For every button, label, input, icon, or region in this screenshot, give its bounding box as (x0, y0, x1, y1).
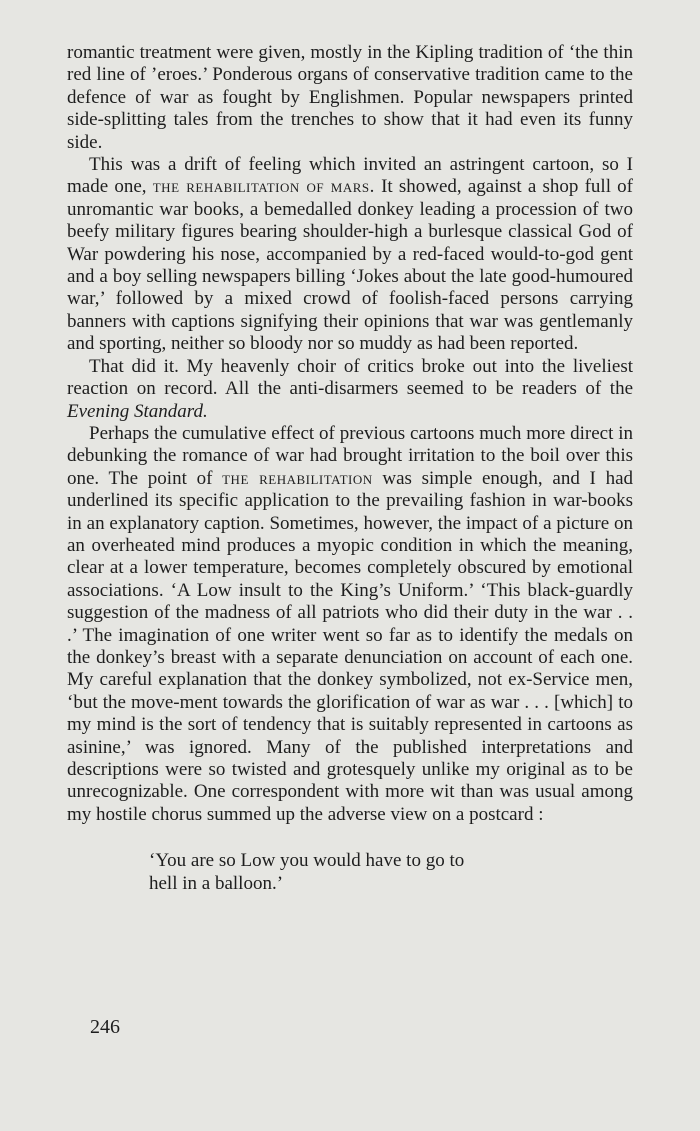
paragraph-3 (67, 356, 633, 423)
paragraph-3-text-before: That did it. My heavenly choir of critics broke out into the liveliest reaction on record. All the anti-disarmers seemed to be readers of the (67, 355, 633, 400)
book-page-body (67, 42, 633, 895)
page-number: 246 (90, 1016, 120, 1038)
quote-line-1: ‘You are so Low you would have to go to (149, 850, 465, 872)
paragraph-4 (67, 423, 633, 826)
paragraph-2 (67, 154, 633, 356)
cartoon-title: the rehabilitation of mars. (152, 176, 375, 198)
paragraph-4-text-after: was simple enough, and I had underlined its specific application to the prevailing fashion in war-books in an explanatory caption. Sometimes, however, the impact of a picture on an overheated mind produces a myopic condition in which the meaning, clear at a lower temperature, becomes completely obscured by emotional associations. ‘A Low insult to the King’s Uniform.’ ‘This black-guardly suggestion of the madness of all patriots who did their duty in the war . . .’ The imagination of one writer went so far as to identify the medals on the donkey’s breast with a separate denunciation on account of each one. My careful explanation that the donkey symbolized, not ex-Service men, ‘but the move-ment towards the glorification of war as war . . . [which] to my mind is the sort of tendency that is suitably represented in cartoons as asinine,’ was ignored. Many of the published interpretations and descriptions were so twisted and grotesquely unlike my original as to be unrecognizable. One correspondent with more wit than was usual among my hostile chorus summed up the adverse view on a postcard : (67, 467, 634, 825)
paragraph-1-text: romantic treatment were given, mostly in the Kipling tradition of ‘the thin red line of ’eroes.’ Ponderous organs of conservative tradition came to the defence of war as fought by Englishmen. Popular newspapers printed side-splitting tales from the trenches to show that it had even its funny side. (67, 42, 633, 153)
paragraph-4-text-before: Perhaps the cumulative effect of previous cartoons much more direct in debunking the romance of war had brought irritation to the boil over this one. The point of (67, 422, 633, 489)
cartoon-short-title: the rehabilitation (222, 467, 373, 489)
quote-line-2: hell in a balloon.’ (149, 872, 284, 894)
paragraph-2-text-after: It showed, against a shop full of unromantic war books, a bemedalled donkey leading a procession of two beefy military figures bearing shoulder-high a burlesque classical God of War powdering his nose, accompanied by a red-faced would-to-god gent and a boy selling newspapers billing ‘Jokes about the late good-humoured war,’ followed by a mixed crowd of foolish-faced persons carrying banners with captions signifying their opinions that war was gentlemanly and sporting, neither so bloody nor so muddy as had been reported. (67, 176, 634, 355)
paragraph-1 (67, 42, 633, 154)
paragraph-2-text-before: This was a drift of feeling which invited an astringent cartoon, so I made one, (67, 154, 633, 198)
postcard-quote (149, 850, 633, 895)
newspaper-name: Evening Standard. (67, 400, 208, 422)
